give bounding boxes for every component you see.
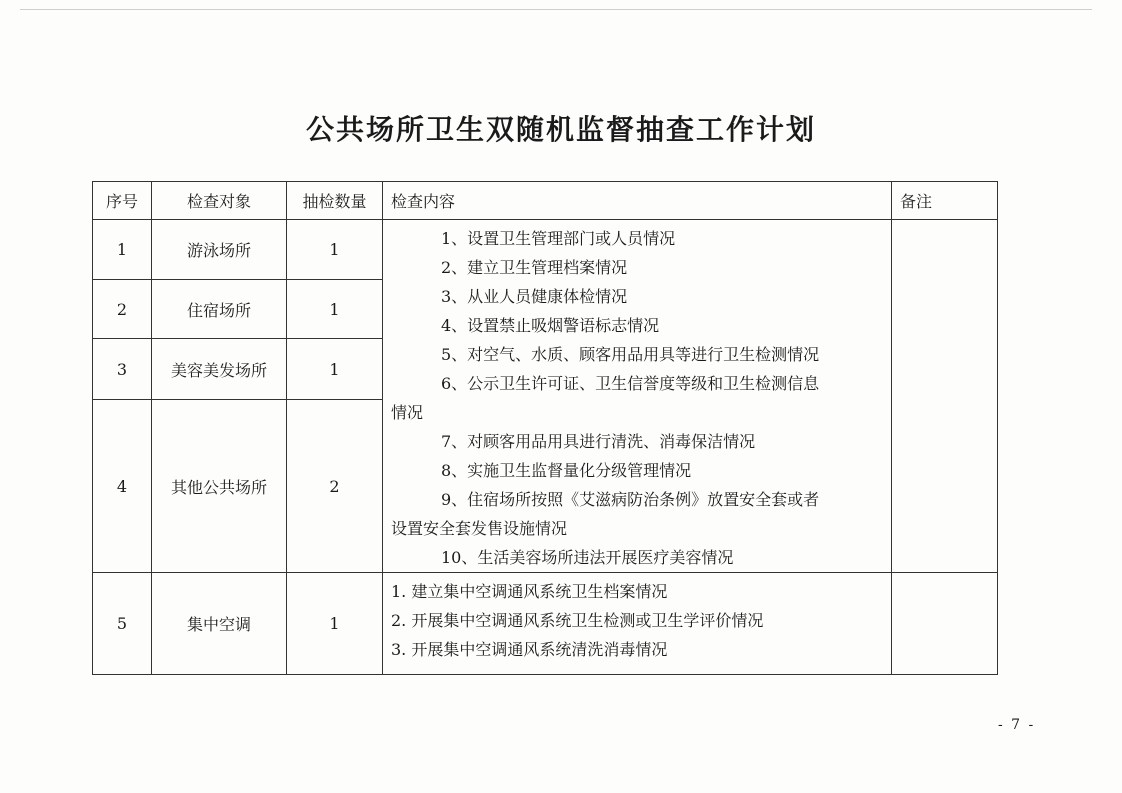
page-number: - 7 - xyxy=(998,717,1036,733)
page-top-edge xyxy=(20,9,1092,10)
row-object: 其他公共场所 xyxy=(152,400,287,573)
row-serial: 4 xyxy=(93,400,152,573)
note-cell-central-ac xyxy=(892,573,998,675)
list-item: 1、设置卫生管理部门或人员情况 xyxy=(441,229,676,248)
list-item: 2. 开展集中空调通风系统卫生检测或卫生学评价情况 xyxy=(391,611,764,630)
row-object: 游泳场所 xyxy=(152,220,287,280)
row-object: 美容美发场所 xyxy=(152,339,287,400)
header-note: 备注 xyxy=(892,182,998,220)
list-item: 3、从业人员健康体检情况 xyxy=(441,287,628,306)
table-row xyxy=(93,573,998,675)
list-item: 6、公示卫生许可证、卫生信誉度等级和卫生检测信息 xyxy=(441,374,820,393)
list-item: 5、对空气、水质、顾客用品用具等进行卫生检测情况 xyxy=(441,345,820,364)
row-count: 2 xyxy=(287,400,383,573)
row-count: 1 xyxy=(287,279,383,339)
header-serial: 序号 xyxy=(93,182,152,220)
document-title: 公共场所卫生双随机监督抽查工作计划 xyxy=(305,113,816,146)
table-row xyxy=(93,220,998,280)
content-list-public-places xyxy=(391,220,885,572)
list-item-continuation: 设置安全套发售设施情况 xyxy=(391,519,568,538)
note-cell-public-places xyxy=(892,220,998,573)
row-count: 1 xyxy=(287,220,383,280)
list-item: 2、建立卫生管理档案情况 xyxy=(441,258,628,277)
row-count: 1 xyxy=(287,339,383,400)
list-item: 1. 建立集中空调通风系统卫生档案情况 xyxy=(391,582,668,601)
header-object: 检查对象 xyxy=(152,182,287,220)
table-header-row xyxy=(93,182,998,220)
list-item: 9、住宿场所按照《艾滋病防治条例》放置安全套或者 xyxy=(441,490,820,509)
inspection-plan-table xyxy=(92,181,998,675)
row-object: 住宿场所 xyxy=(152,279,287,339)
content-cell-central-ac xyxy=(383,573,892,675)
header-content: 检查内容 xyxy=(383,182,892,220)
list-item: 7、对顾客用品用具进行清洗、消毒保洁情况 xyxy=(441,432,756,451)
header-count: 抽检数量 xyxy=(287,182,383,220)
content-list-central-ac xyxy=(391,573,885,664)
row-serial: 1 xyxy=(93,220,152,280)
list-item: 8、实施卫生监督量化分级管理情况 xyxy=(441,461,692,480)
row-object: 集中空调 xyxy=(152,573,287,675)
row-serial: 5 xyxy=(93,573,152,675)
list-item: 4、设置禁止吸烟警语标志情况 xyxy=(441,316,660,335)
row-serial: 2 xyxy=(93,279,152,339)
list-item-continuation: 情况 xyxy=(391,403,424,422)
row-serial: 3 xyxy=(93,339,152,400)
row-count: 1 xyxy=(287,573,383,675)
list-item: 3. 开展集中空调通风系统清洗消毒情况 xyxy=(391,640,668,659)
list-item: 10、生活美容场所违法开展医疗美容情况 xyxy=(441,548,734,567)
content-cell-public-places xyxy=(383,220,892,573)
